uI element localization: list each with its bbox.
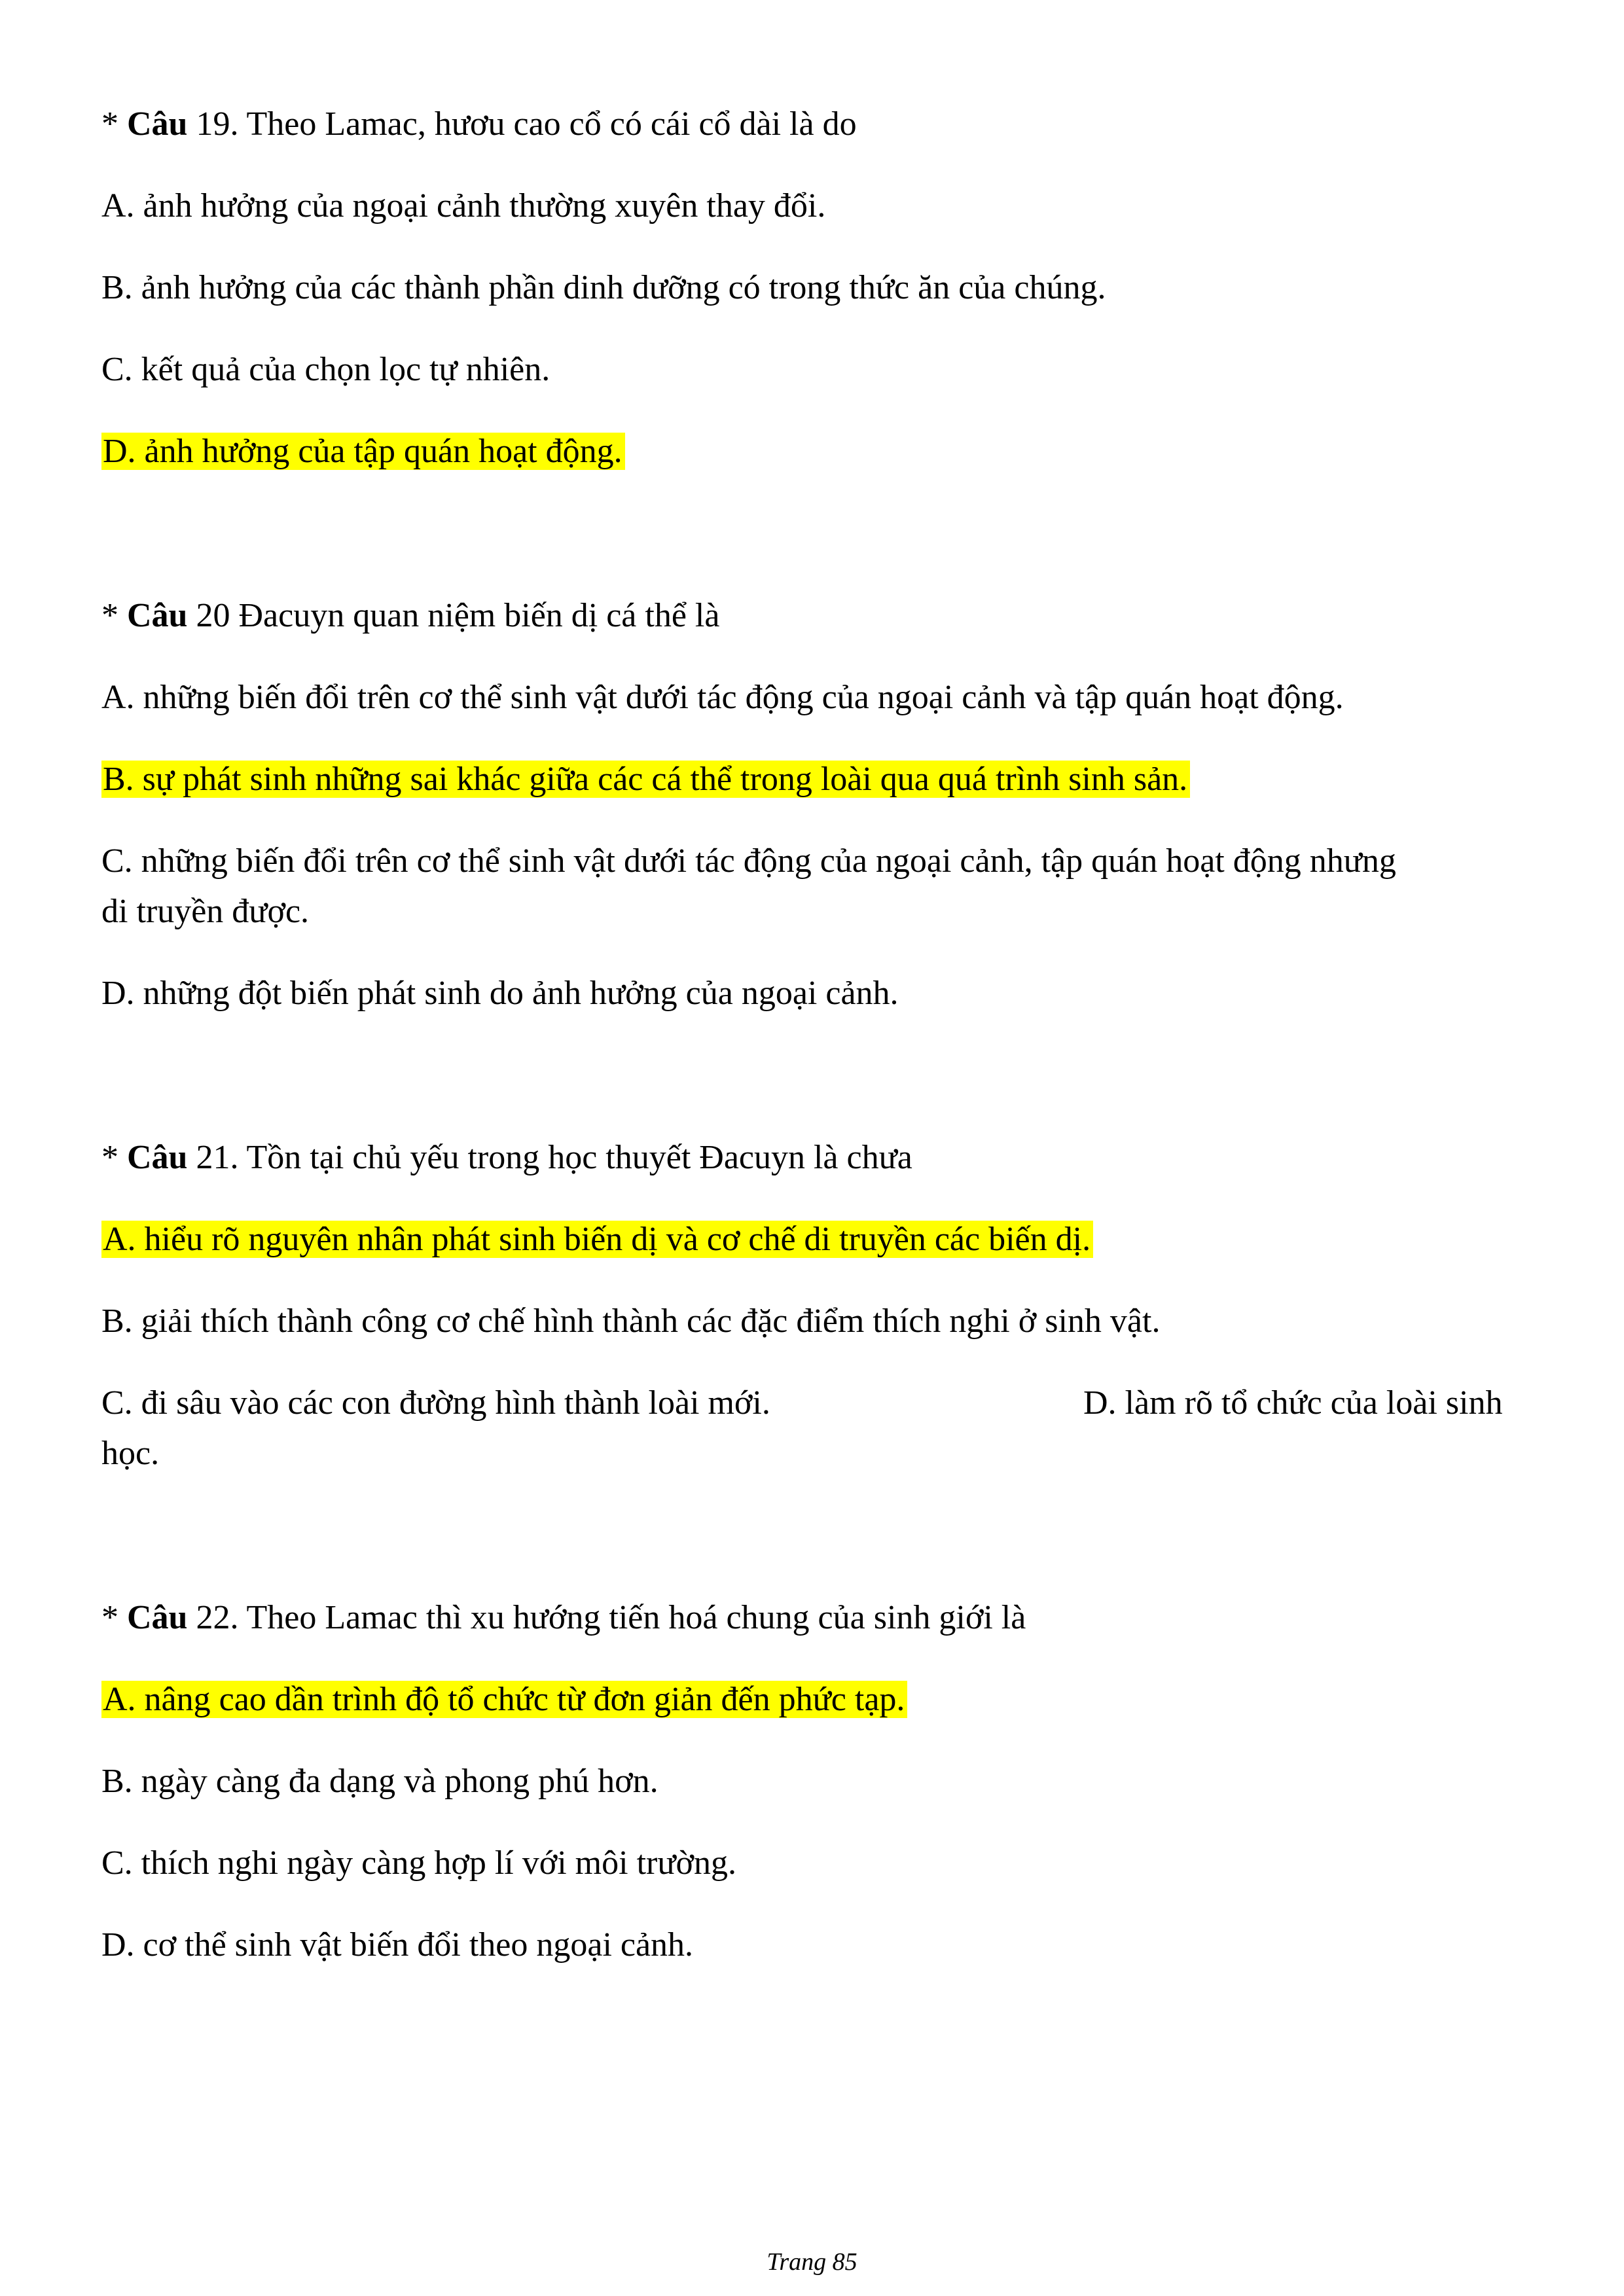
question-text: 21. Tồn tại chủ yếu trong học thuyết Đacuyn là chưa [187,1139,912,1176]
question-text: 22. Theo Lamac thì xu hướng tiến hoá chung của sinh giới là [187,1599,1026,1636]
question-19-option-a: A. ảnh hưởng của ngoại cảnh thường xuyên thay đổi. [101,187,826,224]
question-22-stem [101,1593,1026,1643]
question-19-stem [101,99,857,149]
question-label: Câu [127,597,188,634]
question-21-option-b: B. giải thích thành công cơ chế hình thành các đặc điểm thích nghi ở sinh vật. [101,1302,1161,1340]
answer-highlight: D. ảnh hưởng của tập quán hoạt động. [101,433,625,470]
question-20-option-a: A. những biến đổi trên cơ thể sinh vật dưới tác động của ngoại cảnh và tập quán hoạt động. [101,679,1344,716]
question-text: 20 Đacuyn quan niệm biến dị cá thể là [187,597,720,634]
question-label: Câu [127,1139,188,1176]
question-19-option-c: C. kết quả của chọn lọc tự nhiên. [101,351,550,388]
question-label: Câu [127,105,188,143]
question-22-option-c: C. thích nghi ngày càng hợp lí với môi trường. [101,1844,737,1882]
question-star: * [101,1139,127,1176]
question-22-option-a [101,1675,907,1725]
question-star: * [101,597,127,634]
question-22-option-d: D. cơ thể sinh vật biến đổi theo ngoại cảnh. [101,1926,694,1964]
question-20-stem [101,591,719,641]
question-21-option-c: C. đi sâu vào các con đường hình thành loài mới. [101,1384,770,1422]
question-star: * [101,1599,127,1636]
question-21-option-a [101,1215,1093,1265]
question-label: Câu [127,1599,188,1636]
question-text: 19. Theo Lamac, hươu cao cổ có cái cổ dài là do [187,105,857,143]
question-20-option-b [101,755,1190,804]
answer-highlight: A. hiểu rõ nguyên nhân phát sinh biến dị và cơ chế di truyền các biến dị. [101,1221,1093,1258]
question-19-option-b: B. ảnh hưởng của các thành phần dinh dưỡng có trong thức ăn của chúng. [101,269,1106,306]
question-21-stem [101,1133,912,1183]
question-20-option-c-line2: di truyền được. [101,893,310,930]
question-19-option-d [101,427,625,476]
question-22-option-b: B. ngày càng đa dạng và phong phú hơn. [101,1763,659,1800]
page-number: Trang 85 [767,2248,857,2276]
question-21-option-d-line1: D. làm rõ tổ chức của loài sinh [1083,1384,1503,1422]
question-20-option-d: D. những đột biến phát sinh do ảnh hưởng của ngoại cảnh. [101,975,899,1012]
answer-highlight: A. nâng cao dần trình độ tổ chức từ đơn giản đến phức tạp. [101,1681,907,1718]
question-21-option-d-line2: học. [101,1435,160,1472]
answer-highlight: B. sự phát sinh những sai khác giữa các cá thể trong loài qua quá trình sinh sản. [101,761,1190,798]
question-star: * [101,105,127,143]
question-20-option-c-line1: C. những biến đổi trên cơ thể sinh vật dưới tác động của ngoại cảnh, tập quán hoạt động nhưng [101,842,1396,880]
